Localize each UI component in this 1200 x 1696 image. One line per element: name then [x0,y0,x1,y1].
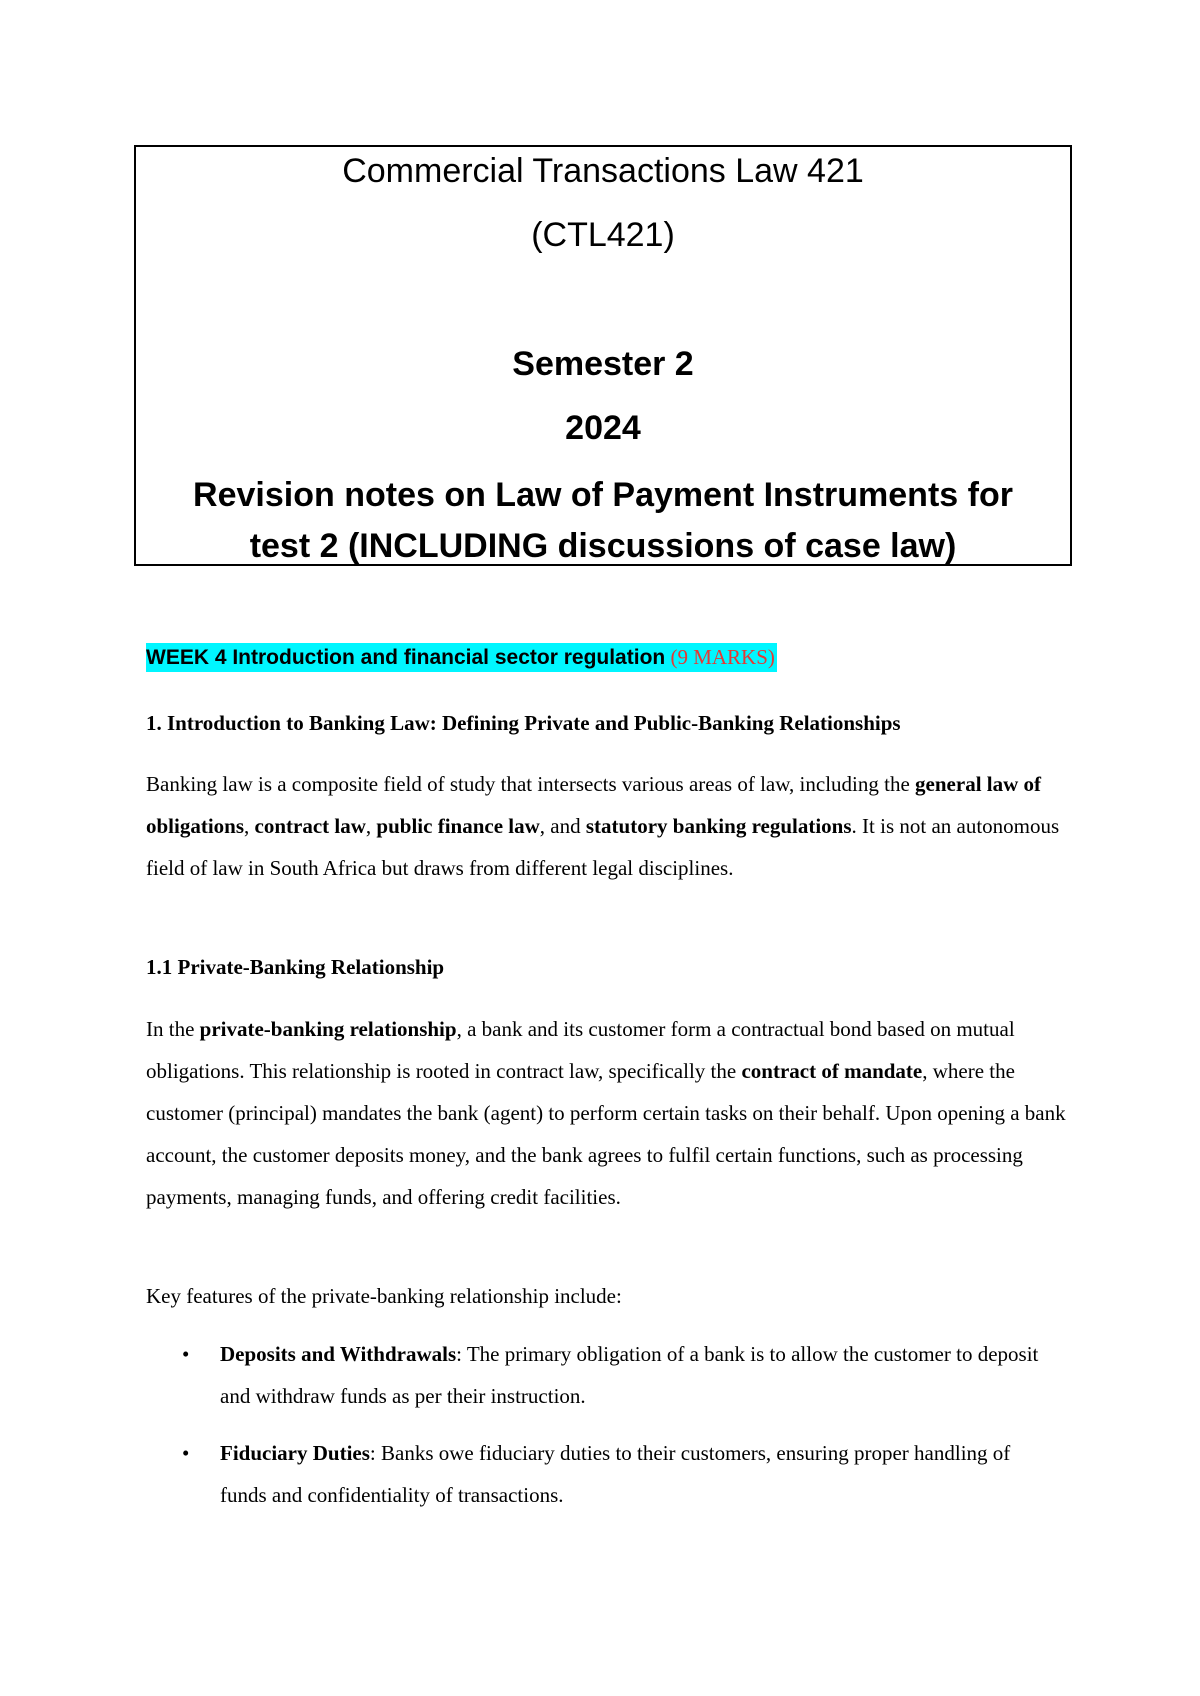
week-label: WEEK 4 [146,646,227,669]
week-heading [146,643,777,672]
features-intro: Key features of the private-banking relationship include: [146,1284,622,1308]
course-code: (CTL421) [531,216,675,254]
document-subtitle: Revision notes on Law of Payment Instruments for test 2 (INCLUDING discussions of case law) [193,476,1013,565]
section-1-1-paragraph: In the private-banking relationship, a bank and its customer form a contractual bond based on mutual obligations. This relationship is rooted in contract law, specifically the contract of mandate, where the customer (principal) mandates the bank (agent) to perform certain tasks on their behalf. Upon opening a bank account, the customer deposits money, and the bank agrees to fulfil certain functions, such as processing payments, managing funds, and offering credit facilities. [146,1017,1066,1209]
week-marks: (9 MARKS) [665,645,775,669]
week-title: Introduction and financial sector regulation [226,646,666,669]
section-1-heading: 1. Introduction to Banking Law: Defining Private and Public-Banking Relationships [146,711,901,735]
year: 2024 [565,409,641,447]
bullet-icon: • [182,1441,190,1465]
bullet-icon: • [182,1342,190,1366]
section-1-1-heading: 1.1 Private-Banking Relationship [146,955,445,979]
document-page: Commercial Transactions Law 421 (CTL421) Semester 2 2024 Revision notes on Law of Payment Instruments for test 2 (INCLUDING discussions of case law) WEEK 4 Introduction and financial sector regulation (9 MARKS) 1. Introduction to Banking Law: Defining Private and Public-Banking Relationships Banking law is a composite field of study that intersects various areas of law, including the general law of obligations, contract law, public finance law, and statutory banking regulations. It is not an autonomous field of law in South Africa but draws from different legal disciplines. 1.1 Private-Banking Relationship In the private-banking relationship, a bank and its customer form a contractual bond based on mutual obligations. This relationship is rooted in contract law, specifically the contract of mandate, where the customer (principal) mandates the bank (agent) to perform certain tasks on their behalf. Upon opening a bank account, the customer deposits money, and the bank agrees to fulfil certain functions, such as processing payments, managing funds, and offering credit facilities. Key features of the private-banking relationship include: • Deposits and Withdrawals: The primary obligation of a bank is to allow the customer to deposit and withdraw funds as per their instruction. • Fiduciary Duties: Banks owe fiduciary duties to their customers, ensuring proper handling of funds and confidentiality of transactions. [0,0,1200,1696]
course-title: Commercial Transactions Law 421 [342,152,864,190]
semester: Semester 2 [512,345,694,383]
section-1-paragraph: Banking law is a composite field of study that intersects various areas of law, including the general law of obligations, contract law, public finance law, and statutory banking regulations. It is not an autonomous field of law in South Africa but draws from different legal disciplines. [146,772,1060,880]
title-box [134,145,1072,566]
